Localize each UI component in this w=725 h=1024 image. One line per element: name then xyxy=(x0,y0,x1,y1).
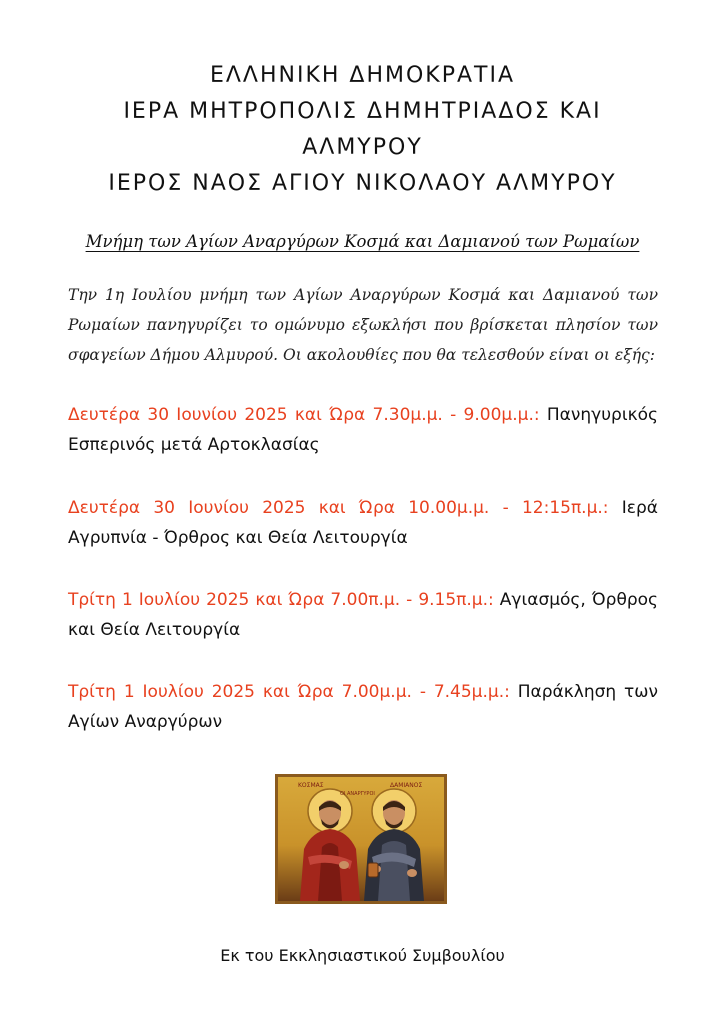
document-header xyxy=(60,58,665,202)
header-line-republic: ΕΛΛΗΝΙΚΗ ΔΗΜΟΚΡΑΤΙΑ xyxy=(209,63,516,88)
document-subtitle: Μνήμη των Αγίων Αναργύρων Κοσμά και Δαμιανού των Ρωμαίων xyxy=(85,232,640,251)
saints-icon-image xyxy=(275,774,447,904)
schedule-entry-time: Τρίτη 1 Ιουλίου 2025 και Ώρα 7.00μ.μ. - 7.45μ.μ.: xyxy=(68,682,510,702)
document-footer: Εκ του Εκκλησιαστικού Συμβουλίου xyxy=(220,946,505,965)
svg-text:ΚΟΣΜΑΣ: ΚΟΣΜΑΣ xyxy=(298,782,324,789)
schedule-entry xyxy=(68,585,658,645)
schedule-entry-time: Δευτέρα 30 Ιουνίου 2025 και Ώρα 7.30μ.μ. - 9.00μ.μ.: xyxy=(68,405,540,425)
schedule-entry-service: Παράκληση των Αγίων Αναργύρων xyxy=(68,682,658,732)
saints-icon-illustration xyxy=(278,777,444,901)
schedule-entry xyxy=(68,400,658,460)
schedule-entry-time: Τρίτη 1 Ιουλίου 2025 και Ώρα 7.00π.μ. - 9.15π.μ.: xyxy=(68,590,494,610)
schedule-entry-service: Αγιασμός, Όρθρος και Θεία Λειτουργία xyxy=(68,590,659,640)
svg-text:ΔΑΜΙΑΝΟΣ: ΔΑΜΙΑΝΟΣ xyxy=(390,782,423,789)
header-line-church: ΙΕΡΟΣ ΝΑΟΣ ΑΓΙΟΥ ΝΙΚΟΛΑΟΥ ΑΛΜΥΡΟΥ xyxy=(108,171,617,196)
header-line-almyros: ΑΛΜΥΡΟΥ xyxy=(302,135,423,160)
schedule-entry-service: Ιερά Αγρυπνία - Όρθρος και Θεία Λειτουργία xyxy=(68,498,658,548)
svg-text:ΟΙ ΑΝΑΡΓΥΡΟΙ: ΟΙ ΑΝΑΡΓΥΡΟΙ xyxy=(340,791,375,797)
header-line-metropolis: ΙΕΡΑ ΜΗΤΡΟΠΟΛΙΣ ΔΗΜΗΤΡΙΑΔΟΣ ΚΑΙ xyxy=(123,99,602,124)
schedule-entry xyxy=(68,677,658,737)
schedule-entry-time: Δευτέρα 30 Ιουνίου 2025 και Ώρα 10.00μ.μ. - 12:15π.μ.: xyxy=(68,498,609,518)
schedule-entry xyxy=(68,493,658,553)
intro-paragraph: Την 1η Ιουλίου μνήμη των Αγίων Αναργύρων Κοσμά και Δαμιανού των Ρωμαίων πανηγυρίζει το ομώνυμο εξωκλήσι που βρίσκεται πλησίον των σφαγείων Δήμου Αλμυρού. Οι ακολουθίες που θα τελεσθούν είναι οι εξής: xyxy=(68,286,658,364)
schedule-entry-service: Πανηγυρικός Εσπερινός μετά Αρτοκλασίας xyxy=(68,405,658,455)
